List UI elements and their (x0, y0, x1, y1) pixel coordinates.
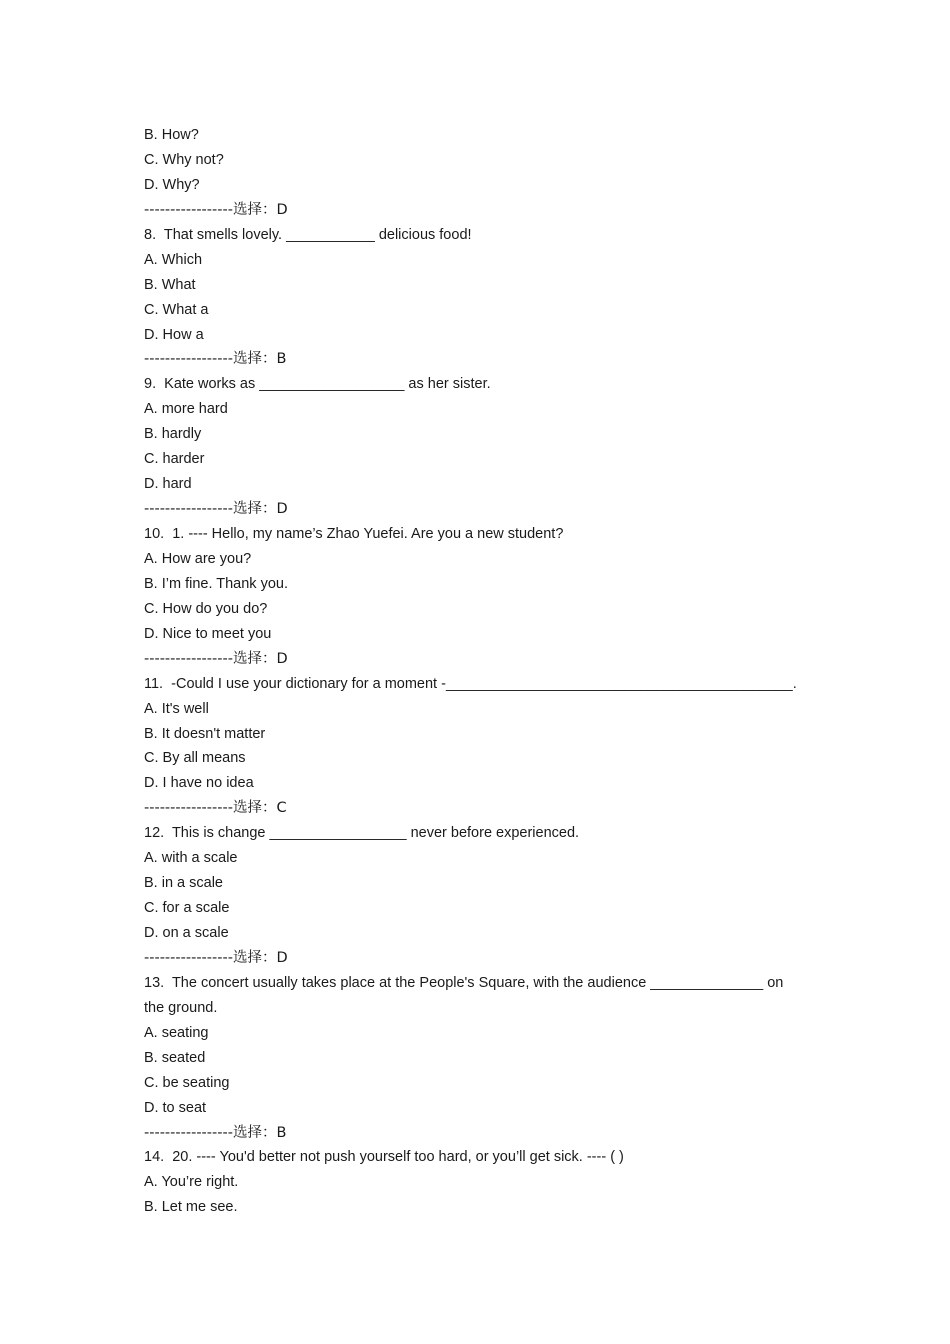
option-c: C. By all means (144, 750, 246, 767)
option-b: B. Let me see. (144, 1199, 238, 1216)
option-a: A. It's well (144, 700, 209, 717)
option-b: B. How? (144, 127, 199, 143)
answer-line: -----------------选择：D (144, 501, 288, 518)
answer-line: -----------------选择：D (144, 201, 288, 218)
answer-line: -----------------选择：B (144, 351, 287, 368)
option-a: A. You’re right. (144, 1174, 239, 1191)
answer-line: -----------------选择：B (144, 1124, 287, 1141)
question-12: 12. This is change _________________ never before experienced. (144, 825, 580, 842)
answer-line: -----------------选择：C (144, 800, 287, 817)
question-10: 10. 1. ---- Hello, my name’s Zhao Yuefei. Are you a new student? (144, 526, 564, 542)
option-c: C. What a (144, 301, 209, 318)
option-b: B. What (144, 276, 196, 293)
option-d: D. to seat (144, 1099, 207, 1116)
option-c: C. for a scale (144, 900, 230, 917)
option-d: D. Nice to meet you (144, 625, 272, 642)
answer-line: -----------------选择：D (144, 650, 288, 667)
option-d: D. hard (144, 476, 192, 493)
option-c: C. Why not? (144, 151, 224, 168)
option-b: B. seated (144, 1049, 206, 1066)
option-b: B. It doesn't matter (144, 725, 266, 742)
option-a: A. seating (144, 1024, 209, 1041)
option-c: C. How do you do? (144, 600, 268, 617)
option-d: D. Why? (144, 176, 200, 193)
answer-line: -----------------选择：D (144, 949, 288, 966)
question-9: 9. Kate works as __________________ as her sister. (144, 376, 491, 393)
option-b: B. I’m fine. Thank you. (144, 575, 288, 592)
option-d: D. on a scale (144, 925, 229, 941)
option-b: B. hardly (144, 426, 202, 443)
question-8: 8. That smells lovely. ___________ delicious food! (144, 226, 472, 243)
option-d: D. How a (144, 326, 204, 343)
option-a: A. more hard (144, 401, 228, 418)
option-b: B. in a scale (144, 875, 223, 892)
option-d: D. I have no idea (144, 775, 254, 792)
option-a: A. with a scale (144, 850, 238, 867)
option-a: A. How are you? (144, 550, 252, 567)
question-14: 14. 20. ---- You'd better not push yourself too hard, or you’ll get sick. ---- ( ) (144, 1149, 624, 1166)
option-c: C. be seating (144, 1074, 230, 1091)
document-body (144, 123, 810, 1220)
question-11: 11. -Could I use your dictionary for a moment -___________________________________________. (144, 675, 797, 692)
question-13-continued: the ground. (144, 999, 218, 1016)
option-c: C. harder (144, 451, 205, 468)
option-a: A. Which (144, 251, 203, 268)
question-13: 13. The concert usually takes place at the People's Square, with the audience ______________ on (144, 974, 784, 991)
